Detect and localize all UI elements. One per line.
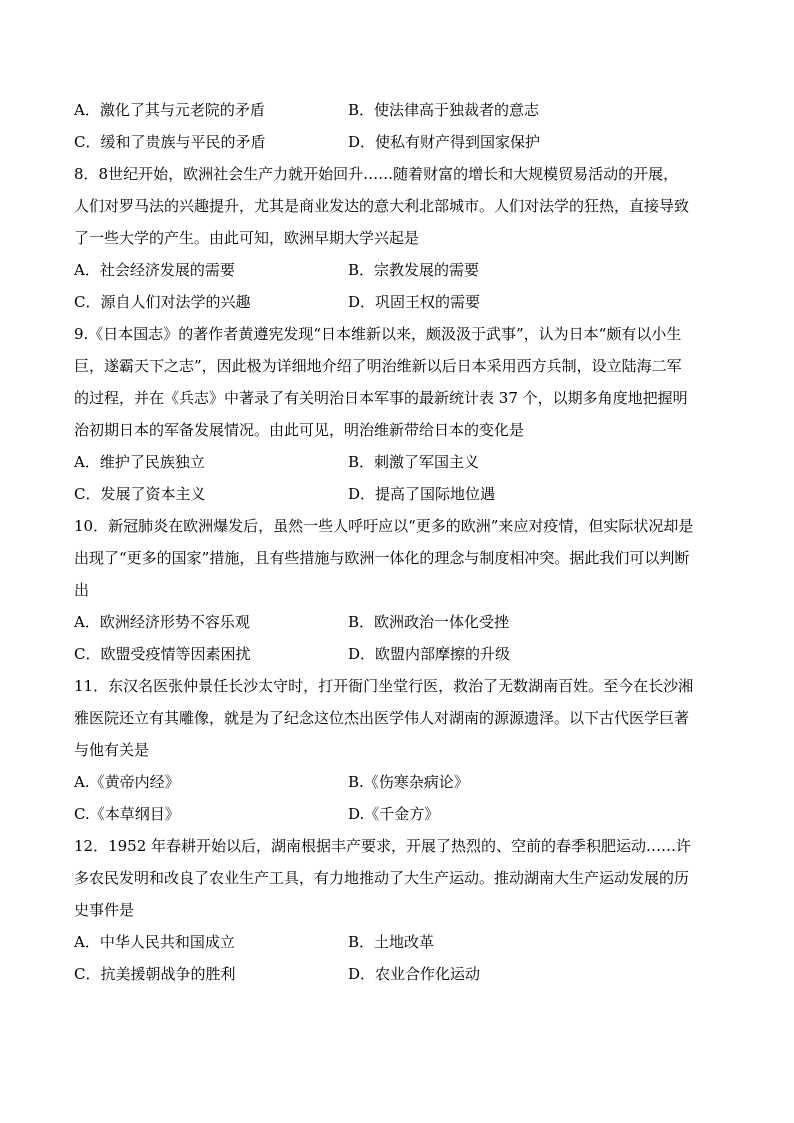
q9-option-d: D．提高了国际地位遇 xyxy=(348,485,496,503)
q8-stem-line-1: 8．8世纪开始，欧洲社会生产力就开始回升……随着财富的增长和大规模贸易活动的开展， xyxy=(74,165,679,183)
q9-options-row-1 xyxy=(74,446,724,478)
q10-options-row-2 xyxy=(74,638,724,670)
q7-option-d: D．使私有财产得到国家保护 xyxy=(348,133,541,151)
q12-options-row-2 xyxy=(74,958,724,990)
q10-option-c: C．欧盟受疫情等因素困扰 xyxy=(74,645,251,663)
exam-page xyxy=(74,94,724,990)
q11-option-c: C.《本草纲目》 xyxy=(74,805,180,823)
q12-option-a: A．中华人民共和国成立 xyxy=(74,933,235,951)
q8-option-b: B．宗教发展的需要 xyxy=(348,261,480,279)
q11-options-row-1 xyxy=(74,766,724,798)
q12-stem-line-3: 史事件是 xyxy=(74,901,135,919)
q9-options-row-2 xyxy=(74,478,724,510)
q10-option-d: D．欧盟内部摩擦的升级 xyxy=(348,645,511,663)
q12-option-c: C．抗美援朝战争的胜利 xyxy=(74,965,236,983)
q7-options-row-1 xyxy=(74,94,724,126)
q8-option-d: D．巩固王权的需要 xyxy=(348,293,481,311)
q12-stem-line-2: 多农民发明和改良了农业生产工具，有力地推动了大生产运动。推动湖南大生产运动发展的历 xyxy=(74,869,690,887)
q7-option-b: B．使法律高于独裁者的意志 xyxy=(348,101,540,119)
q8-option-c: C．源自人们对法学的兴趣 xyxy=(74,293,251,311)
q9-stem-line-2: 巨，遂霸天下之志”，因此极为详细地介绍了明治维新以后日本采用西方兵制，设立陆海二军 xyxy=(74,357,682,375)
q12-option-b: B．土地改革 xyxy=(348,933,435,951)
q8-options-row-2 xyxy=(74,286,724,318)
q9-option-b: B．刺激了军国主义 xyxy=(348,453,480,471)
q11-stem-line-2: 雅医院还立有其雕像，就是为了纪念这位杰出医学伟人对湖南的源源遗泽。以下古代医学巨著 xyxy=(74,709,690,727)
q10-option-b: B．欧洲政治一体化受挫 xyxy=(348,613,510,631)
q12-option-d: D．农业合作化运动 xyxy=(348,965,481,983)
q11-option-b: B.《伤寒杂病论》 xyxy=(348,773,469,791)
q10-option-a: A．欧洲经济形势不容乐观 xyxy=(74,613,250,631)
q12-stem-line-1: 12．1952 年春耕开始以后，湖南根据丰产要求，开展了热烈的、空前的春季积肥运动……许 xyxy=(74,837,692,855)
q7-option-a: A．激化了其与元老院的矛盾 xyxy=(74,101,265,119)
q9-option-c: C．发展了资本主义 xyxy=(74,485,206,503)
q8-stem-line-2: 人们对罗马法的兴趣提升，尤其是商业发达的意大利北部城市。人们对法学的狂热，直接导致 xyxy=(74,197,690,215)
q10-stem-line-3: 出 xyxy=(74,581,90,599)
q9-stem-line-4: 治初期日本的军备发展情况。由此可见，明治维新带给日本的变化是 xyxy=(74,421,525,439)
q7-option-c: C．缓和了贵族与平民的矛盾 xyxy=(74,133,266,151)
q12-options-row-1 xyxy=(74,926,724,958)
q11-option-d: D.《千金方》 xyxy=(348,805,440,823)
q11-options-row-2 xyxy=(74,798,724,830)
q10-options-row-1 xyxy=(74,606,724,638)
q11-stem-line-3: 与他有关是 xyxy=(74,741,150,759)
q9-option-a: A．维护了民族独立 xyxy=(74,453,205,471)
q9-stem-line-3: 的过程，并在《兵志》中著录了有关明治日本军事的最新统计表 37 个，以期多角度地把握明 xyxy=(74,389,688,407)
q8-options-row-1 xyxy=(74,254,724,286)
q8-option-a: A．社会经济发展的需要 xyxy=(74,261,235,279)
q9-stem-line-1: 9.《日本国志》的著作者黄遵宪发现“日本维新以来，颇汲汲于武事”，认为日本“颇有以小生 xyxy=(74,325,682,343)
q7-options-row-2 xyxy=(74,126,724,158)
q10-stem-line-2: 出现了“更多的国家”措施，且有些措施与欧洲一体化的理念与制度相冲突。据此我们可以判断 xyxy=(74,549,690,567)
q8-stem-line-3: 了一些大学的产生。由此可知，欧洲早期大学兴起是 xyxy=(74,229,420,247)
q10-stem-line-1: 10．新冠肺炎在欧洲爆发后，虽然一些人呼吁应以“更多的欧洲”来应对疫情，但实际状况却是 xyxy=(74,517,694,535)
q11-option-a: A.《黄帝内经》 xyxy=(74,773,180,791)
q11-stem-line-1: 11．东汉名医张仲景任长沙太守时，打开衙门坐堂行医，救治了无数湖南百姓。至今在长沙湘 xyxy=(74,677,694,695)
